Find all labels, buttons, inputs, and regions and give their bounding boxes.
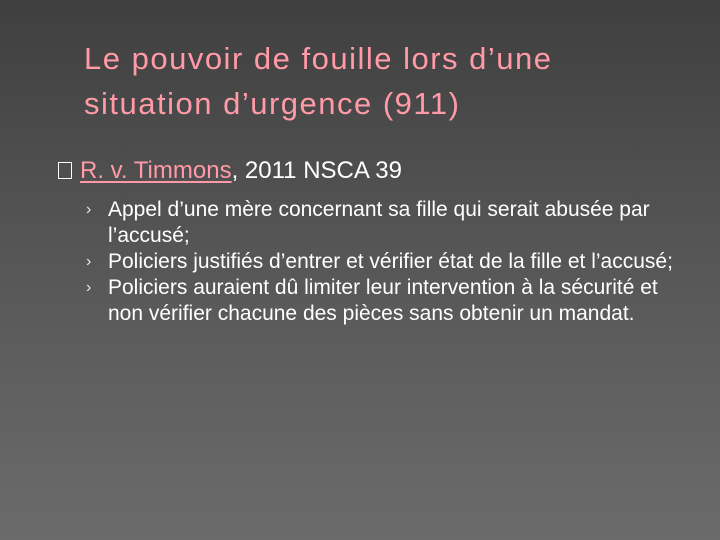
sub-bullet-item xyxy=(84,249,684,275)
missing-glyph-box-icon xyxy=(58,162,72,179)
case-citation-rest: , 2011 NSCA 39 xyxy=(231,157,402,184)
slide-title xyxy=(84,36,684,126)
case-citation-link[interactable]: R. v. Timmons xyxy=(80,157,232,184)
sub-bullet-item xyxy=(84,197,684,249)
chevron-right-icon: › xyxy=(86,279,92,296)
slide-title-line-1: Le pouvoir de fouille lors d’une xyxy=(84,41,553,76)
slide-title-line-2: situation d’urgence (911) xyxy=(84,86,461,121)
sub-bullet-item xyxy=(84,275,684,327)
chevron-right-icon: › xyxy=(86,253,92,270)
main-bullet xyxy=(58,155,402,187)
chevron-right-icon: › xyxy=(86,201,92,218)
sub-bullet-text: Policiers auraient dû limiter leur intervention à la sécurité et non vérifier chacune des pièces sans obtenir un mandat. xyxy=(108,276,658,325)
sub-bullet-text: Appel d’une mère concernant sa fille qui serait abusée par l’accusé; xyxy=(108,198,650,247)
sub-bullet-text: Policiers justifiés d’entrer et vérifier état de la fille et l’accusé; xyxy=(108,250,673,273)
sub-bullet-list xyxy=(84,197,684,327)
